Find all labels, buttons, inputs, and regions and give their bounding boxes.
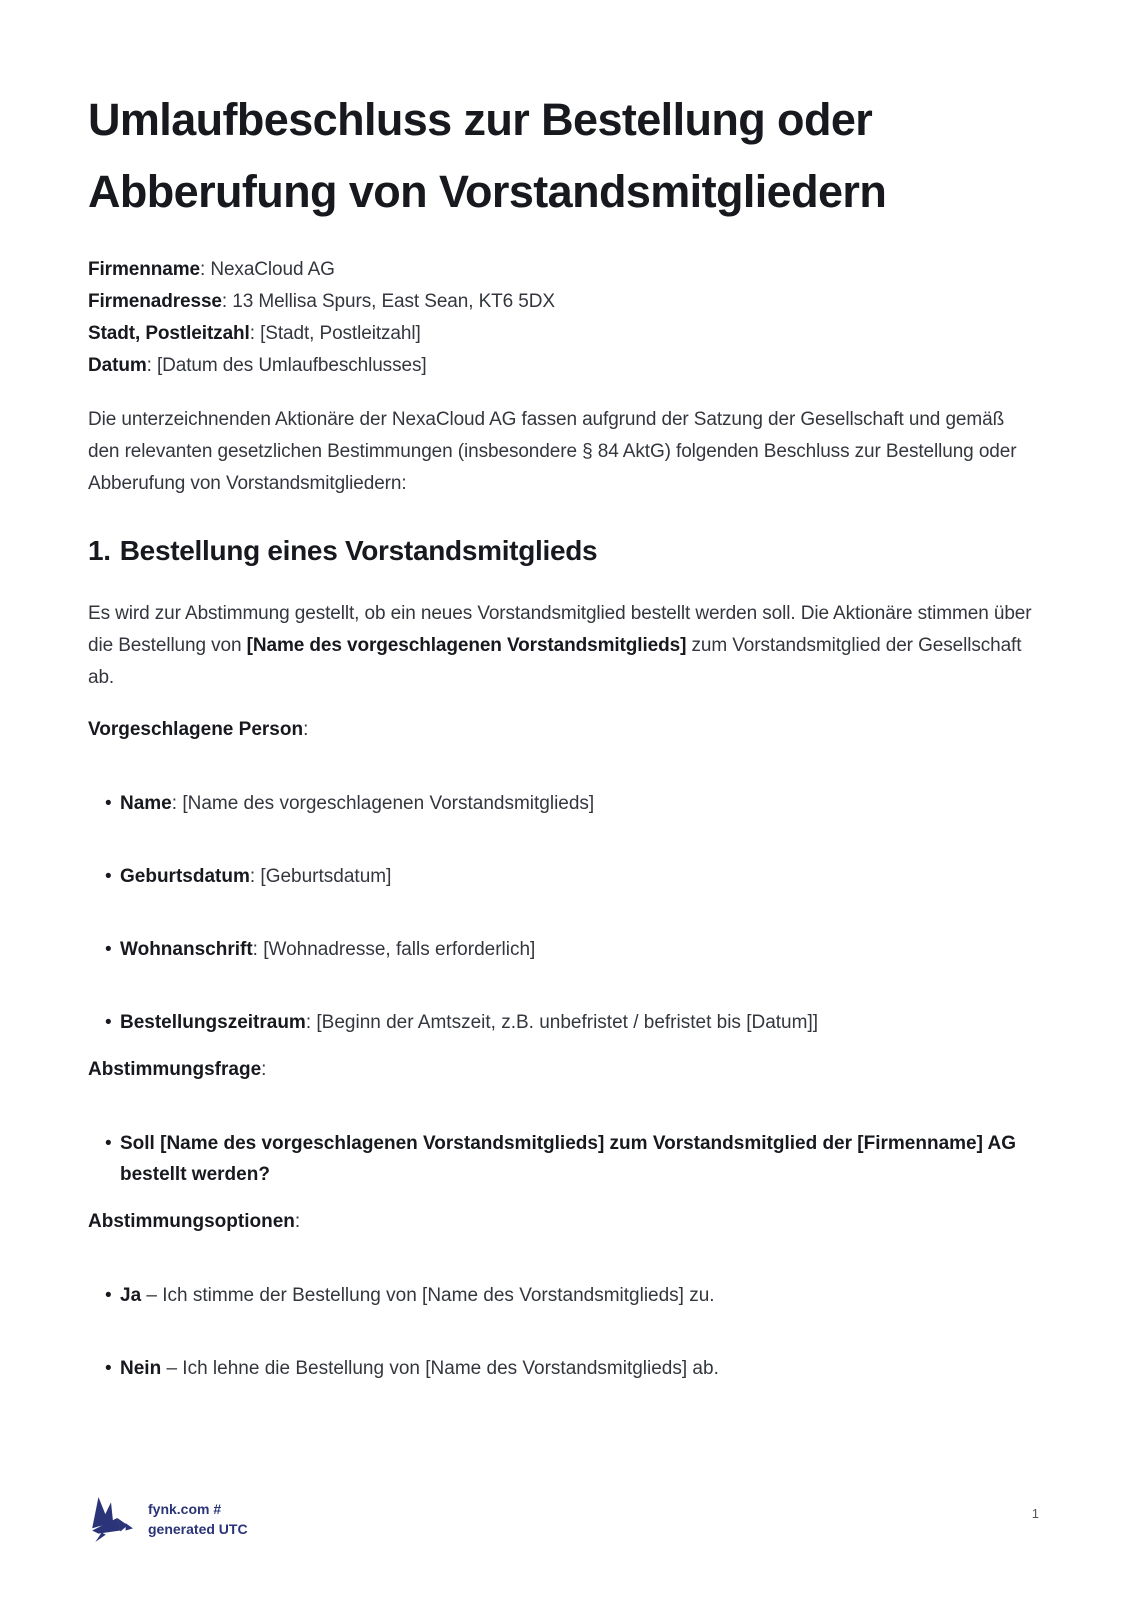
section-number: 1. [88,535,111,566]
bullet-dot: • [105,866,112,887]
meta-label: Firmenname [88,259,200,280]
bullet-value: [Beginn der Amtszeit, z.B. unbefristet / befristet bis [Datum]] [316,1012,818,1033]
intro-paragraph: Die unterzeichnenden Aktionäre der NexaCloud AG fassen aufgrund der Satzung der Gesellschaft und gemäß den relevanten gesetzlichen Bestimmungen (insbesondere § 84 AktG) folgenden Beschluss zur Bestellung oder Abberufung von Vorstandsmitgliedern: [88,409,1017,494]
list-item-bestellungszeitraum [88,1007,1035,1038]
bullet-dot: • [105,939,112,960]
label-colon: : [294,1211,301,1232]
paragraph-bold-placeholder: [Name des vorgeschlagenen Vorstandsmitglieds] [246,635,687,656]
section-1-paragraph [88,598,1035,694]
bullet-dot: • [105,1358,112,1379]
label-colon: : [261,1059,267,1080]
list-item-vote-ja [88,1280,1035,1311]
meta-row-firmenadresse [88,286,1035,318]
label-separator: : [305,1012,317,1033]
bullet-label: Wohnanschrift [120,939,253,960]
bullet-value: [Wohnadresse, falls erforderlich] [263,939,536,960]
label-separator: : [252,939,264,960]
footer-brand-block [88,1496,248,1542]
bullet-label: Geburtsdatum [120,866,250,887]
list-item-geburtsdatum [88,861,1035,892]
meta-value: NexaCloud AG [210,259,335,280]
bullet-label: Bestellungszeitraum [120,1012,306,1033]
vote-option-text: – Ich stimme der Bestellung von [Name des Vorstandsmitglieds] zu. [141,1285,715,1306]
meta-label: Stadt, Postleitzahl [88,323,250,344]
document-title: Umlaufbeschluss zur Bestellung oder Abberufung von Vorstandsmitgliedern [88,94,887,217]
footer-generated-line: generated UTC [148,1521,248,1537]
list-item-name [88,788,1035,819]
list-item-text [120,934,1035,965]
bullet-value: [Name des vorgeschlagenen Vorstandsmitglieds] [182,793,595,814]
vote-option-label: Ja [120,1285,142,1306]
meta-row-stadt-postleitzahl [88,318,1035,350]
label-separator: : [146,355,157,376]
footer-site-line: fynk.com # [148,1501,222,1517]
label-separator: : [221,291,233,312]
list-item-vote-question [88,1128,1035,1190]
sub-label-text: Vorgeschlagene Person [88,719,304,740]
meta-value: 13 Mellisa Spurs, East Sean, KT6 5DX [232,291,555,312]
fynk-logo-icon [88,1496,134,1542]
meta-row-firmenname [88,254,1035,286]
meta-label: Datum [88,355,147,376]
bullet-dot: • [105,1012,112,1033]
label-separator: : [199,259,211,280]
document-content [0,84,1131,1384]
vote-question-label [88,1054,1035,1086]
sub-label-text: Abstimmungsoptionen [88,1211,295,1232]
list-item-text [120,1007,1035,1038]
list-item-text [120,788,1035,819]
bullet-dot: • [105,793,112,814]
section-1-heading [88,531,1035,571]
vote-question-text: Soll [Name des vorgeschlagenen Vorstandsmitglieds] zum Vorstandsmitglied der [Firmenname] AG bestellt werden? [120,1133,1017,1185]
paragraph-text-post: zum Vorstandsmitglied der Gesellschaft ab. [88,635,1022,688]
meta-row-datum [88,350,1035,382]
meta-value: [Stadt, Postleitzahl] [260,323,421,344]
list-item-wohnanschrift [88,934,1035,965]
vote-option-text: – Ich lehne die Bestellung von [Name des Vorstandsmitglieds] ab. [161,1358,719,1379]
page-footer [88,1496,1039,1542]
bullet-label: Name [120,793,172,814]
bullet-dot: • [105,1285,112,1306]
page-number: 1 [1031,1506,1039,1521]
proposed-person-label [88,714,1035,746]
vote-options-label [88,1206,1035,1238]
company-meta-block [88,254,1035,382]
footer-brand-text [148,1499,248,1539]
vote-option-label: Nein [120,1358,162,1379]
list-item-text [120,861,1035,892]
meta-value: [Datum des Umlaufbeschlusses] [156,355,427,376]
meta-label: Firmenadresse [88,291,222,312]
section-title: Bestellung eines Vorstandsmitglieds [119,535,598,566]
paragraph-text-pre: Es wird zur Abstimmung gestellt, ob ein neues Vorstandsmitglied bestellt werden soll. Die Aktionäre stimmen über die Bestellung von [88,603,1032,656]
label-separator: : [249,866,261,887]
label-separator: : [171,793,183,814]
sub-label-text: Abstimmungsfrage [88,1059,262,1080]
bullet-value: [Geburtsdatum] [260,866,392,887]
label-separator: : [249,323,261,344]
list-item-text [120,1353,1035,1384]
label-colon: : [303,719,309,740]
bullet-dot: • [105,1133,112,1154]
list-item-text [120,1280,1035,1311]
list-item-vote-nein [88,1353,1035,1384]
